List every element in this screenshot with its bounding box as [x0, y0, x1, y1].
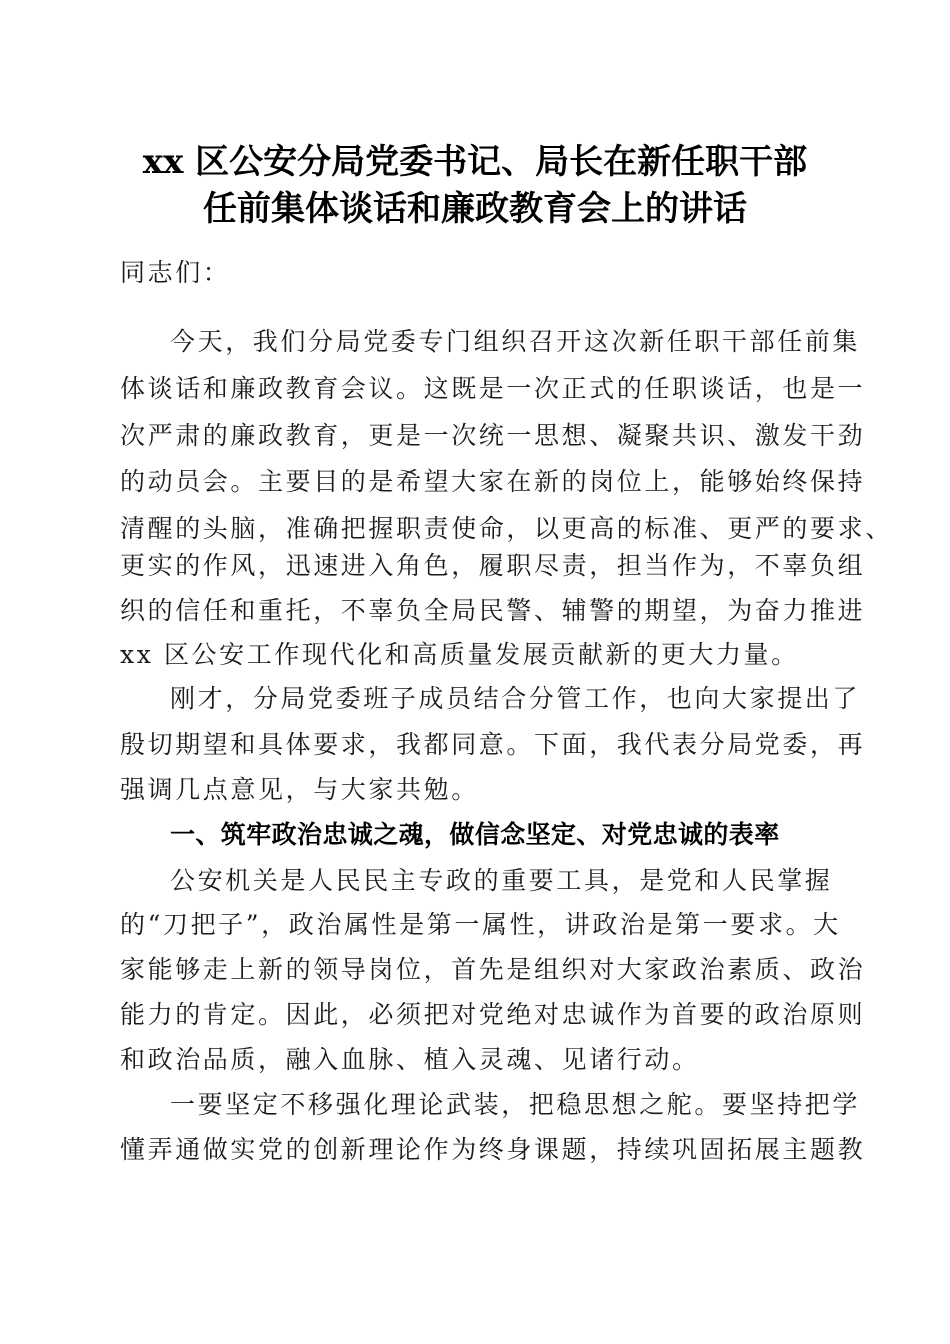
paragraph-line: 强调几点意见，与大家共勉。	[120, 775, 479, 804]
paragraph-line: 清醒的头脑，准确把握职责使命，以更高的标准、更严的要求、	[120, 514, 893, 543]
paragraph-line: 公安机关是人民民主专政的重要工具，是党和人民掌握	[170, 866, 833, 895]
paragraph-line: 和政治品质，融入血脉、植入灵魂、见诸行动。	[120, 1045, 700, 1074]
paragraph-line: 次严肃的廉政教育，更是一次统一思想、凝聚共识、激发干劲	[120, 421, 866, 450]
document-title-line-1: xx 区公安分局党委书记、局长在新任职干部	[142, 142, 808, 182]
paragraph-line: xx 区公安工作现代化和高质量发展贡献新的更大力量。	[120, 640, 799, 669]
paragraph-line: 体谈话和廉政教育会议。这既是一次正式的任职谈话，也是一	[120, 374, 866, 403]
paragraph-line: 一要坚定不移强化理论武装，把稳思想之舵。要坚持把学	[170, 1090, 861, 1119]
paragraph-line: 刚才，分局党委班子成员结合分管工作，也向大家提出了	[170, 684, 861, 713]
document-title-line-2: 任前集体谈话和廉政教育会上的讲话	[203, 189, 747, 229]
paragraph-line: 织的信任和重托，不辜负全局民警、辅警的期望，为奋力推进	[120, 596, 866, 625]
paragraph-line: 殷切期望和具体要求，我都同意。下面，我代表分局党委，再	[120, 730, 866, 759]
paragraph-line: 能力的肯定。因此，必须把对党绝对忠诚作为首要的政治原则	[120, 1000, 866, 1029]
paragraph-line: 今天，我们分局党委专门组织召开这次新任职干部任前集	[170, 327, 861, 356]
paragraph-line: 的“刀把子”，政治属性是第一属性，讲政治是第一要求。大	[120, 910, 841, 939]
paragraph-line: 的动员会。主要目的是希望大家在新的岗位上，能够始终保持	[120, 467, 866, 496]
section-heading: 一、筑牢政治忠诚之魂，做信念坚定、对党忠诚的表率	[170, 820, 780, 849]
salutation: 同志们：	[120, 258, 231, 287]
paragraph-line: 更实的作风，迅速进入角色，履职尽责，担当作为，不辜负组	[120, 551, 866, 580]
paragraph-line: 家能够走上新的领导岗位，首先是组织对大家政治素质、政治	[120, 955, 866, 984]
paragraph-line: 懂弄通做实党的创新理论作为终身课题，持续巩固拓展主题教	[120, 1135, 866, 1164]
